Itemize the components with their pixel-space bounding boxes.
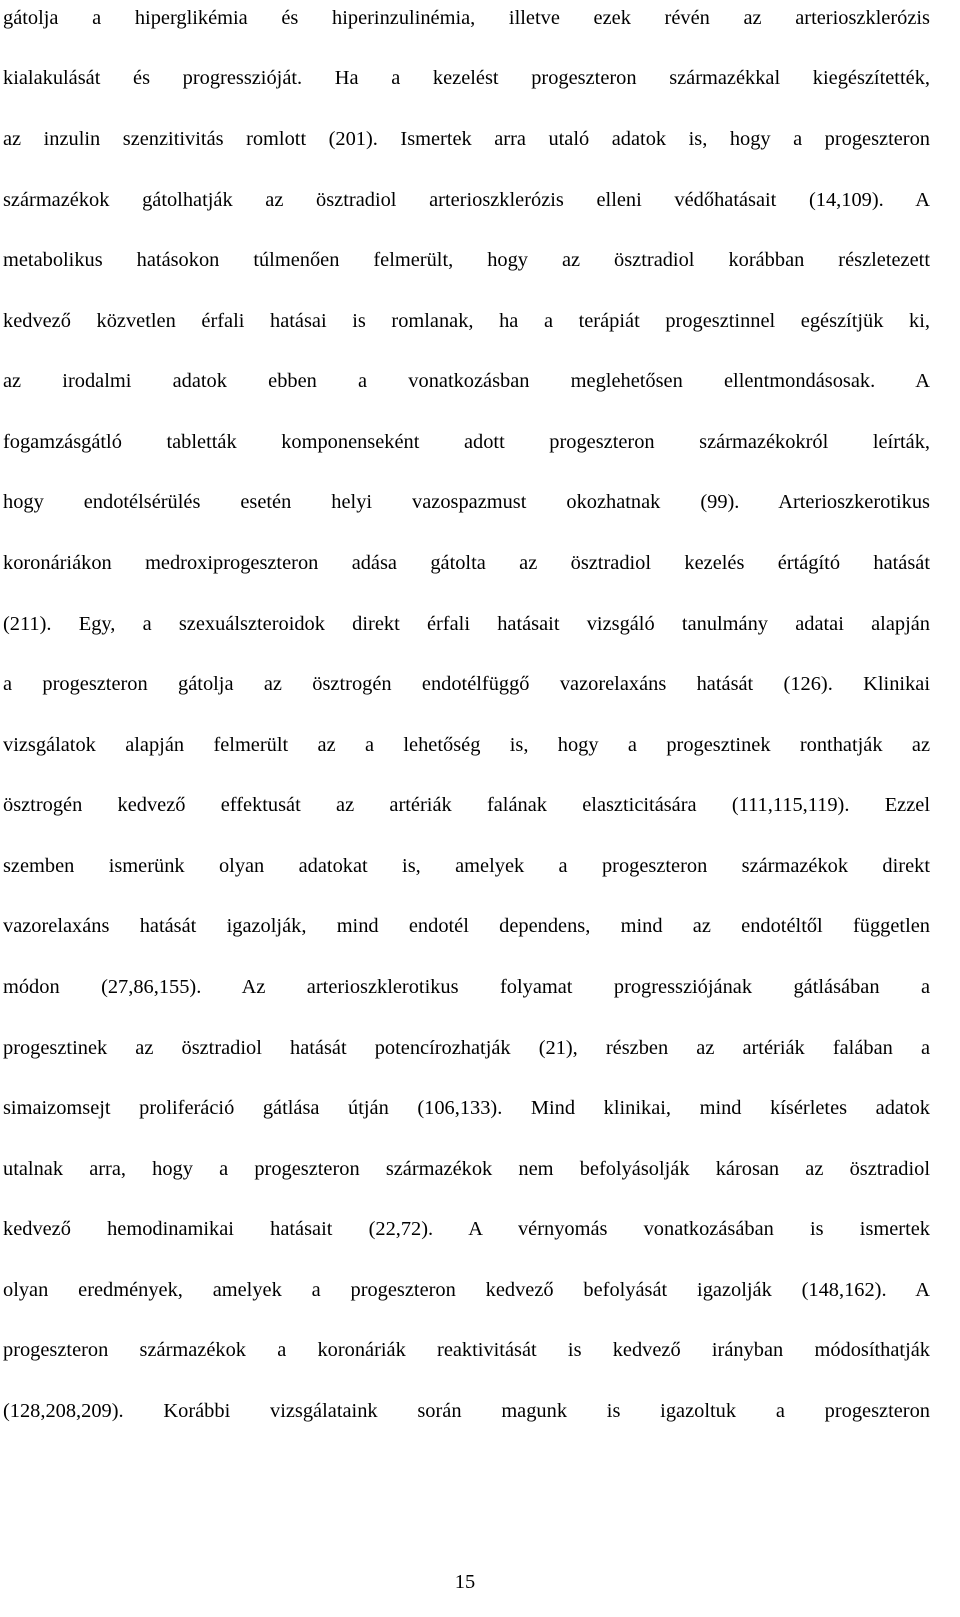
text-line: az irodalmi adatok ebben a vonatkozásban meglehetősen ellentmondásosak. A bbox=[3, 370, 930, 392]
text-line: (211). Egy, a szexuálszteroidok direkt érfali hatásait vizsgáló tanulmány adatai alapján bbox=[3, 613, 930, 635]
text-line: az inzulin szenzitivitás romlott (201). Ismertek arra utaló adatok is, hogy a progeszteron bbox=[3, 128, 930, 150]
text-line: progesztinek az ösztradiol hatását potencírozhatják (21), részben az artériák falában a bbox=[3, 1037, 930, 1059]
text-line: származékok gátolhatják az ösztradiol arterioszklerózis elleni védőhatásait (14,109). A bbox=[3, 189, 930, 211]
text-line: simaizomsejt proliferáció gátlása útján (106,133). Mind klinikai, mind kísérletes adatok bbox=[3, 1097, 930, 1119]
text-line: koronáriákon medroxiprogeszteron adása gátolta az ösztradiol kezelés értágító hatását bbox=[3, 552, 930, 574]
text-line: metabolikus hatásokon túlmenően felmerült, hogy az ösztradiol korábban részletezett bbox=[3, 249, 930, 271]
text-line: szemben ismerünk olyan adatokat is, amelyek a progeszteron származékok direkt bbox=[3, 855, 930, 877]
text-line: kedvező közvetlen érfali hatásai is romlanak, ha a terápiát progesztinnel egészítjük ki, bbox=[3, 310, 930, 332]
text-line: vazorelaxáns hatását igazolják, mind endotél dependens, mind az endotéltől független bbox=[3, 915, 930, 937]
text-line: utalnak arra, hogy a progeszteron származékok nem befolyásolják károsan az ösztradiol bbox=[3, 1158, 930, 1180]
text-line: fogamzásgátló tabletták komponenseként adott progeszteron származékokról leírták, bbox=[3, 431, 930, 453]
text-line: kedvező hemodinamikai hatásait (22,72). A vérnyomás vonatkozásában is ismertek bbox=[3, 1218, 930, 1240]
text-line: módon (27,86,155). Az arterioszklerotikus folyamat progressziójának gátlásában a bbox=[3, 976, 930, 998]
text-line: (128,208,209). Korábbi vizsgálataink során magunk is igazoltuk a progeszteron bbox=[3, 1400, 930, 1422]
text-line: a progeszteron gátolja az ösztrogén endotélfüggő vazorelaxáns hatását (126). Klinikai bbox=[3, 673, 930, 695]
text-line: kialakulását és progresszióját. Ha a kezelést progeszteron származékkal kiegészítették, bbox=[3, 67, 930, 89]
text-line: vizsgálatok alapján felmerült az a lehetőség is, hogy a progesztinek ronthatják az bbox=[3, 734, 930, 756]
page-number: 15 bbox=[454, 1571, 476, 1593]
text-line: gátolja a hiperglikémia és hiperinzulinémia, illetve ezek révén az arterioszklerózis bbox=[3, 7, 930, 29]
text-line: ösztrogén kedvező effektusát az artériák falának elaszticitására (111,115,119). Ezzel bbox=[3, 794, 930, 816]
text-line: progeszteron származékok a koronáriák reaktivitását is kedvező irányban módosíthatják bbox=[3, 1339, 930, 1361]
text-line: hogy endotélsérülés esetén helyi vazospazmust okozhatnak (99). Arterioszkerotikus bbox=[3, 491, 930, 513]
text-line: olyan eredmények, amelyek a progeszteron kedvező befolyását igazolják (148,162). A bbox=[3, 1279, 930, 1301]
